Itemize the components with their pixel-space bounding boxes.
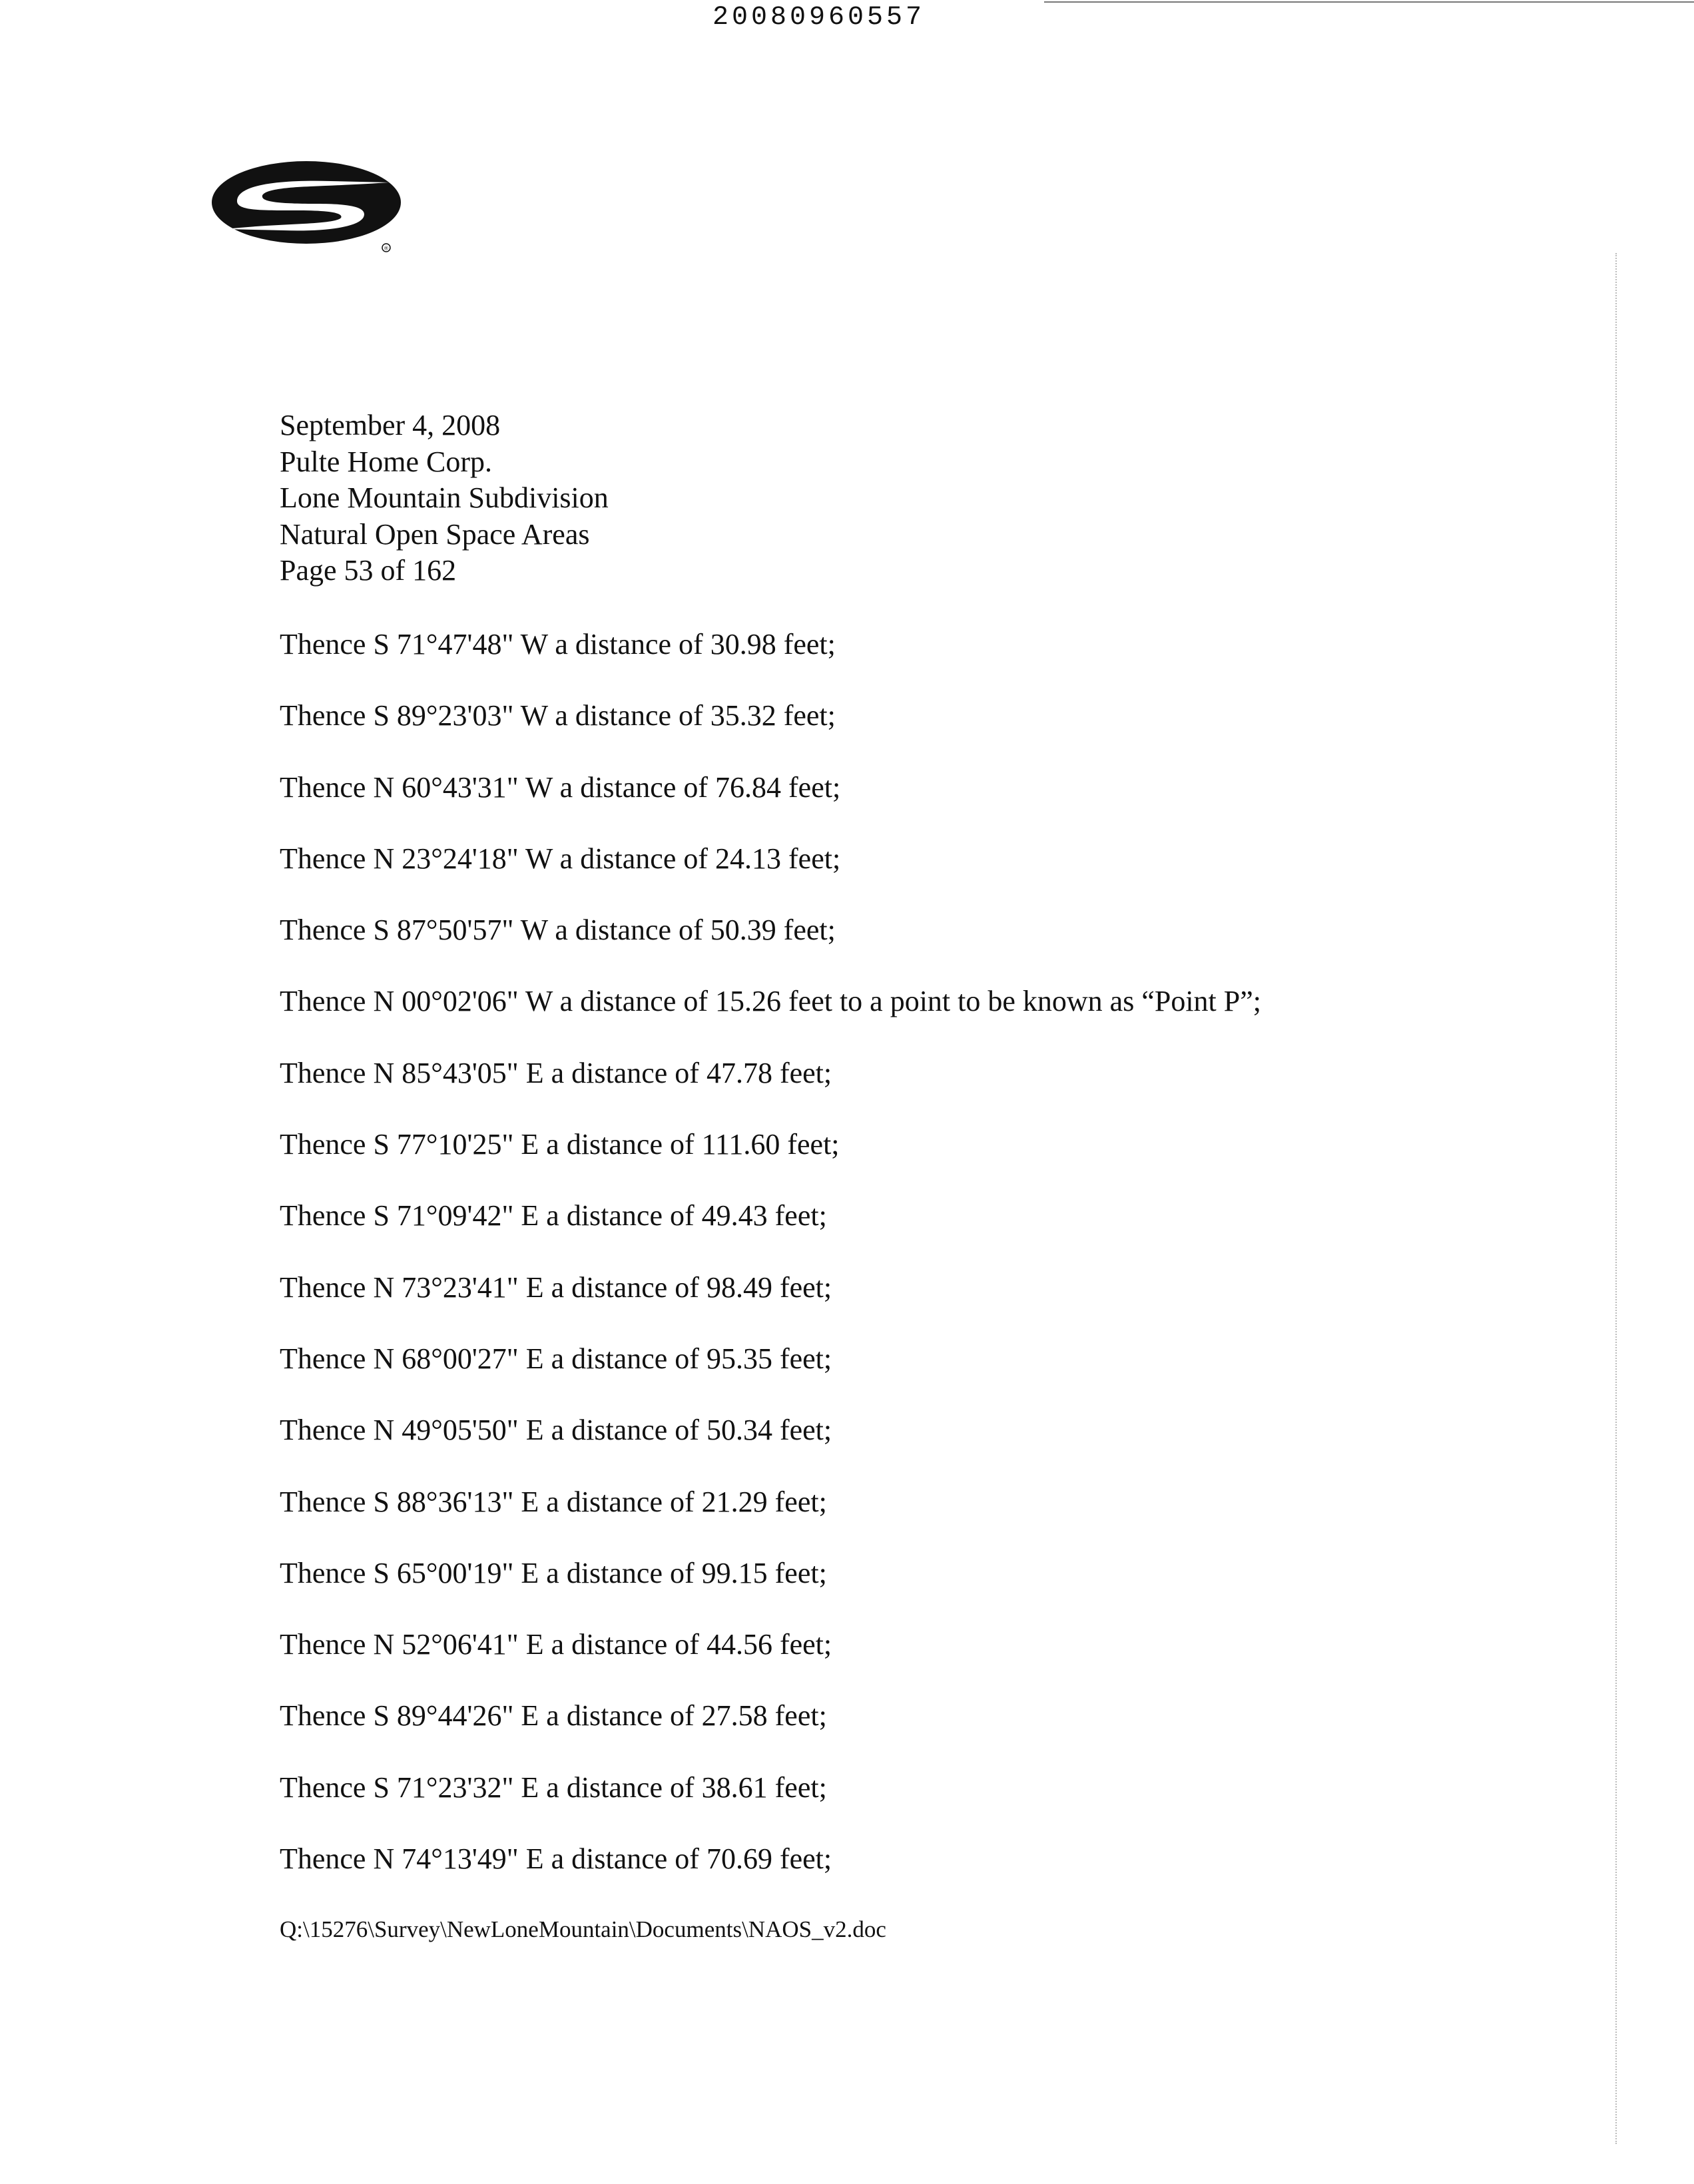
bearing-call: Thence S 87°50'57" W a distance of 50.39 feet; xyxy=(280,914,836,947)
bearing-call: Thence S 71°23'32" E a distance of 38.61 feet; xyxy=(280,1771,827,1804)
bearing-call: Thence N 73°23'41" E a distance of 98.49 feet; xyxy=(280,1270,832,1304)
bearing-call: Thence S 71°09'42" E a distance of 49.43 feet; xyxy=(280,1199,827,1232)
s-oval-logo-icon xyxy=(210,157,410,257)
document-header xyxy=(280,408,609,589)
scan-edge-line xyxy=(1615,253,1617,2144)
bearing-call: Thence N 52°06'41" E a distance of 44.56 feet; xyxy=(280,1628,832,1661)
bearing-call: Thence N 23°24'18" W a distance of 24.13 feet; xyxy=(280,842,841,875)
bearing-call: Thence N 85°43'05" E a distance of 47.78 feet; xyxy=(280,1056,832,1089)
bearing-call: Thence S 89°44'26" E a distance of 27.58 feet; xyxy=(280,1699,827,1733)
header-subdivision: Lone Mountain Subdivision xyxy=(280,481,609,514)
bearing-call: Thence S 71°47'48" W a distance of 30.98 feet; xyxy=(280,628,836,661)
document-number: 20080960557 xyxy=(712,3,926,33)
header-date: September 4, 2008 xyxy=(280,409,501,441)
bearing-call: Thence S 65°00'19" E a distance of 99.15 feet; xyxy=(280,1556,827,1589)
bearing-call: Thence N 49°05'50" E a distance of 50.34 feet; xyxy=(280,1414,832,1447)
footer-file-path: Q:\15276\Survey\NewLoneMountain\Documents\NAOS_v2.doc xyxy=(280,1916,886,1942)
legal-description-calls xyxy=(280,625,1261,1910)
bearing-call: Thence N 74°13'49" E a distance of 70.69 feet; xyxy=(280,1842,832,1876)
bearing-call-point-p: Thence N 00°02'06" W a distance of 15.26 feet to a point to be known as “Point P”; xyxy=(280,985,1261,1018)
header-page-number: Page 53 of 162 xyxy=(280,554,457,587)
header-area: Natural Open Space Areas xyxy=(280,517,590,551)
bearing-call: Thence S 77°10'25" E a distance of 111.60 feet; xyxy=(280,1128,840,1161)
top-scan-rule xyxy=(1044,1,1694,3)
bearing-call: Thence N 68°00'27" E a distance of 95.35 feet; xyxy=(280,1342,832,1375)
bearing-call: Thence N 60°43'31" W a distance of 76.84 feet; xyxy=(280,770,841,804)
svg-text:®: ® xyxy=(384,245,388,252)
bearing-call: Thence S 88°36'13" E a distance of 21.29 feet; xyxy=(280,1485,827,1518)
bearing-call: Thence S 89°23'03" W a distance of 35.32 feet; xyxy=(280,699,836,732)
header-client: Pulte Home Corp. xyxy=(280,445,492,478)
